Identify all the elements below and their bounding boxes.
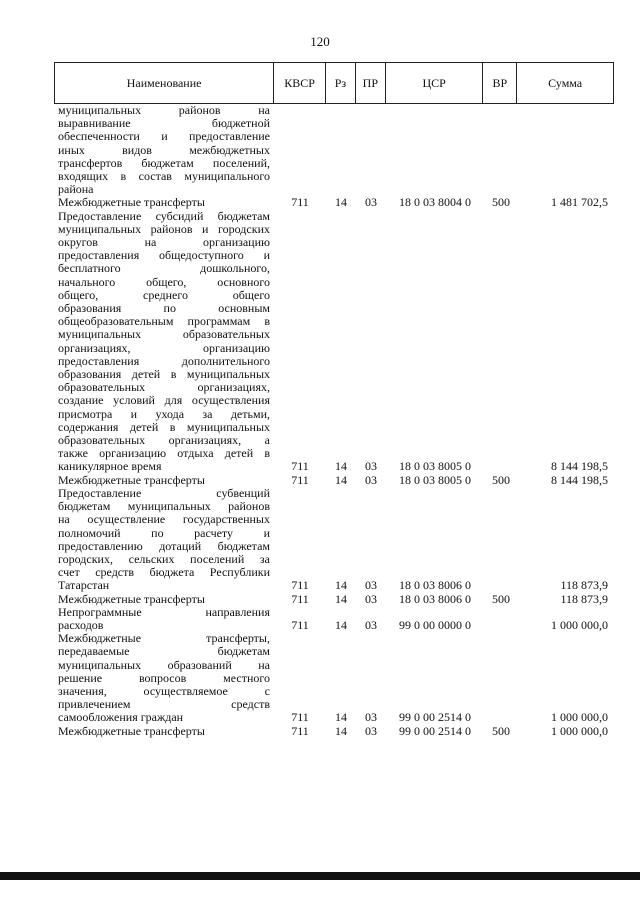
row-name-line: общего, среднего общего: [58, 287, 270, 302]
row-name-line: предоставления дополнительного: [58, 353, 270, 368]
page-bottom-edge: [0, 872, 640, 880]
row-name: [54, 606, 274, 632]
row-name-line: предоставлению дотаций бюджетам: [58, 538, 270, 553]
row-pr: 03: [365, 195, 377, 210]
row-name-line: Предоставление субвенций: [58, 485, 270, 500]
row-name-line: района: [58, 182, 94, 197]
row-name-line: Татарстан: [58, 578, 110, 593]
row-csr: 18 0 03 8006 0: [399, 591, 471, 606]
row-csr: 18 0 03 8006 0: [399, 578, 471, 593]
row-pr: 03: [365, 617, 377, 632]
row-name-line: входящих в состав муниципального: [58, 169, 270, 184]
row-name: [54, 632, 274, 724]
row-name-line: решение вопросов местного: [58, 670, 270, 685]
row-name-line: значения, осуществляемое с: [58, 683, 270, 698]
table-row: [54, 104, 614, 196]
row-name-line: Межбюджетные трансферты: [58, 591, 205, 606]
row-kvsr: 711: [291, 578, 309, 593]
row-kvsr: 711: [291, 195, 309, 210]
table-row: [54, 606, 614, 632]
table-row: [54, 593, 614, 606]
row-pr: 03: [365, 591, 377, 606]
header-sum: Сумма: [548, 75, 583, 90]
header-kvsr: КВСР: [274, 63, 326, 103]
row-name: [54, 196, 274, 209]
row-name-line: трансфертов бюджетам поселений,: [58, 155, 270, 170]
table-row: [54, 487, 614, 593]
table-row: [54, 196, 614, 209]
row-sum: 8 144 198,5: [551, 472, 608, 487]
row-kvsr: 711: [291, 472, 309, 487]
row-name-line: иных видов межбюджетных: [58, 142, 270, 157]
row-name-line: Межбюджетные трансферты: [58, 195, 205, 210]
row-name-line: содержания детей в муниципальных: [58, 419, 270, 434]
row-rz: 14: [335, 459, 347, 474]
row-sum: 1 000 000,0: [551, 723, 608, 738]
page-number: 120: [310, 34, 330, 49]
row-pr: 03: [365, 710, 377, 725]
row-csr: 18 0 03 8005 0: [399, 459, 471, 474]
row-name-line: привлечением средств: [58, 697, 270, 712]
row-rz: 14: [335, 472, 347, 487]
row-name-line: Межбюджетные трансферты,: [58, 631, 270, 646]
row-name-line: бюджетам муниципальных районов: [58, 499, 270, 514]
table-body: [54, 104, 614, 738]
row-name: [54, 104, 274, 196]
row-name-line: Межбюджетные трансферты: [58, 472, 205, 487]
row-rz: 14: [335, 710, 347, 725]
row-name-line: создание условий для осуществления: [58, 393, 270, 408]
row-sum: 1 000 000,0: [551, 617, 608, 632]
row-name-line: начального общего, основного: [58, 274, 270, 289]
row-name: [54, 210, 274, 474]
row-name-line: также организацию отдыха детей в: [58, 446, 270, 461]
row-name-line: каникулярное время: [58, 459, 162, 474]
row-name-line: муниципальных районов на: [58, 103, 270, 117]
table-header: [54, 62, 614, 104]
row-name-line: образования по основным: [58, 301, 270, 316]
row-vr: 500: [492, 591, 510, 606]
header-csr: ЦСР: [386, 63, 484, 103]
row-pr: 03: [365, 472, 377, 487]
row-name-line: Предоставление субсидий бюджетам: [58, 208, 270, 223]
row-csr: 18 0 03 8005 0: [399, 472, 471, 487]
row-csr: 99 0 00 2514 0: [399, 723, 471, 738]
row-name-line: Межбюджетные трансферты: [58, 723, 205, 738]
row-vr: 500: [492, 195, 510, 210]
row-name-line: самообложения граждан: [58, 710, 184, 725]
row-pr: 03: [365, 459, 377, 474]
header-vr: ВР: [483, 63, 517, 103]
row-name: [54, 487, 274, 593]
row-name-line: бесплатного дошкольного,: [58, 261, 270, 276]
row-pr: 03: [365, 578, 377, 593]
row-name-line: муниципальных образований на: [58, 657, 270, 672]
row-csr: 18 0 03 8004 0: [399, 195, 471, 210]
row-sum: 118 873,9: [560, 578, 608, 593]
row-kvsr: 711: [291, 617, 309, 632]
table-row: [54, 210, 614, 474]
row-name-line: Непрограммные направления: [58, 604, 270, 619]
row-kvsr: 711: [291, 459, 309, 474]
table-row: [54, 474, 614, 487]
row-sum: 118 873,9: [560, 591, 608, 606]
row-name-line: образования детей в муниципальных: [58, 367, 270, 382]
row-name-line: городских, сельских поселений за: [58, 551, 270, 566]
row-kvsr: 711: [291, 591, 309, 606]
header-rz: Рз: [326, 63, 356, 103]
row-sum: 8 144 198,5: [551, 459, 608, 474]
row-name-line: передаваемые бюджетам: [58, 644, 270, 659]
row-csr: 99 0 00 0000 0: [399, 617, 471, 632]
row-name-line: муниципальных районов и городских: [58, 221, 270, 236]
row-vr: 500: [492, 723, 510, 738]
table-row: [54, 632, 614, 724]
row-name-line: муниципальных образовательных: [58, 327, 270, 342]
row-rz: 14: [335, 578, 347, 593]
row-rz: 14: [335, 591, 347, 606]
header-pr: ПР: [356, 63, 386, 103]
row-name-line: организациях, организацию: [58, 340, 270, 355]
row-name-line: выравнивание бюджетной: [58, 116, 270, 131]
row-name-line: полномочий по расчету и: [58, 525, 270, 540]
row-name-line: образовательных организациях,: [58, 380, 270, 395]
row-rz: 14: [335, 723, 347, 738]
row-vr: 500: [492, 472, 510, 487]
row-name-line: присмотра и ухода за детьми,: [58, 406, 270, 421]
table-row: [54, 725, 614, 738]
row-name-line: предоставления общедоступного и: [58, 248, 270, 263]
header-name: Наименование: [55, 63, 274, 103]
row-name: [54, 474, 274, 487]
row-name-line: расходов: [58, 617, 104, 632]
row-rz: 14: [335, 617, 347, 632]
row-name-line: общеобразовательным программам в: [58, 314, 270, 329]
row-pr: 03: [365, 723, 377, 738]
row-sum: 1 000 000,0: [551, 710, 608, 725]
row-rz: 14: [335, 195, 347, 210]
row-name: [54, 593, 274, 606]
row-kvsr: 711: [291, 723, 309, 738]
row-csr: 99 0 00 2514 0: [399, 710, 471, 725]
row-name-line: образовательных организациях, а: [58, 433, 270, 448]
row-name-line: обеспеченности и предоставление: [58, 129, 270, 144]
row-name-line: округов на организацию: [58, 235, 270, 250]
row-name-line: счет средств бюджета Республики: [58, 565, 270, 580]
row-name-line: на осуществление государственных: [58, 512, 270, 527]
row-name: [54, 725, 274, 738]
row-kvsr: 711: [291, 710, 309, 725]
row-sum: 1 481 702,5: [551, 195, 608, 210]
